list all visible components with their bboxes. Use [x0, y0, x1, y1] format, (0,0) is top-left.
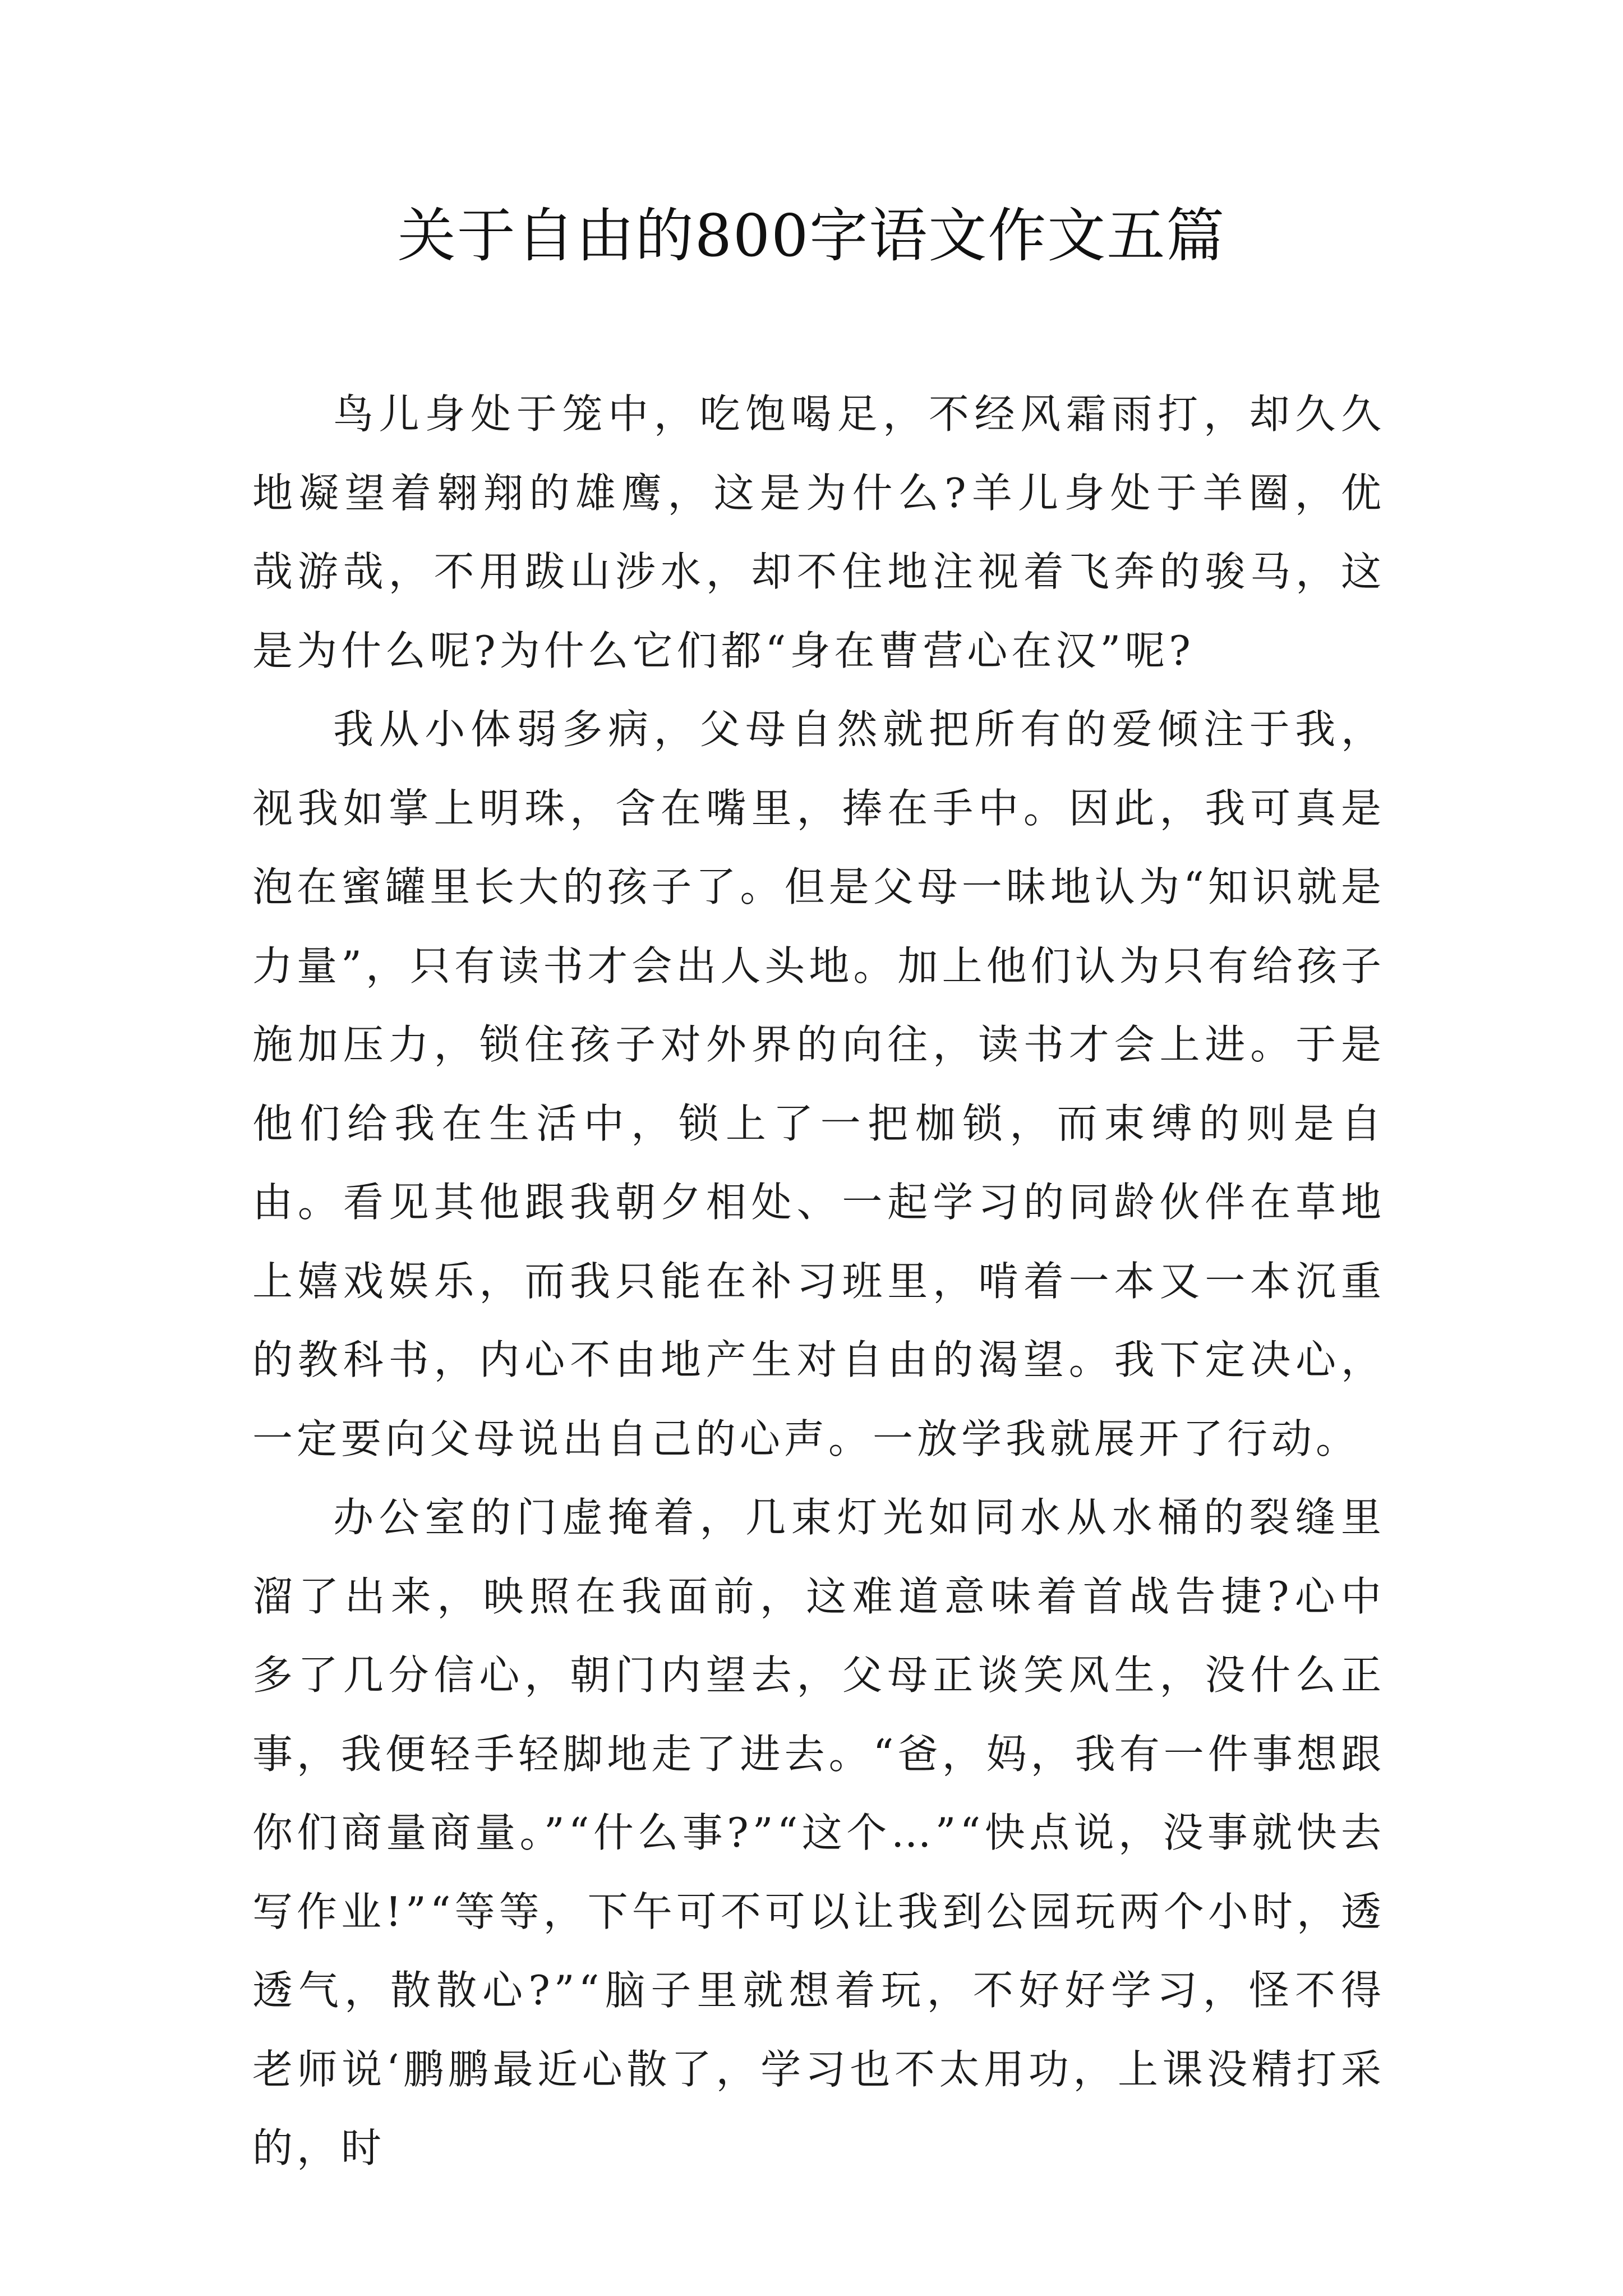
paragraph-2: 我从小体弱多病，父母自然就把所有的爱倾注于我，视我如掌上明珠，含在嘴里，捧在手中。因此，我可真是泡在蜜罐里长大的孩子了。但是父母一昧地认为“知识就是力量”，只有读书才会出人头地。加上他们认为只有给孩子施加压力，锁住孩子对外界的向往，读书才会上进。于是他们给我在生活中，锁上了一把枷锁，而束缚的则是自由。看见其他跟我朝夕相处、一起学习的同龄伙伴在草地上嬉戏娱乐，而我只能在补习班里，啃着一本又一本沉重的教科书，内心不由地产生对自由的渴望。我下定决心，一定要向父母说出自己的心声。一放学我就展开了行动。 — [252, 706, 1385, 1462]
paragraph-1: 鸟儿身处于笼中，吃饱喝足，不经风霜雨打，却久久地凝望着翱翔的雄鹰，这是为什么?羊儿身处于羊圈，优哉游哉，不用跋山涉水，却不住地注视着飞奔的骏马，这是为什么呢?为什么它们都“身在曹营心在汉”呢? — [252, 390, 1385, 674]
document-title: 关于自由的800字语文作文五篇 — [397, 201, 1226, 270]
paragraph-3: 办公室的门虚掩着，几束灯光如同水从水桶的裂缝里溜了出来，映照在我面前，这难道意味着首战告捷?心中多了几分信心，朝门内望去，父母正谈笑风生，没什么正事，我便轻手轻脚地走了进去。“爸，妈，我有一件事想跟你们商量商量。”“什么事?”“这个…”“快点说，没事就快去写作业!”“等等，下午可不可以让我到公园玩两个小时，透透气，散散心?”“脑子里就想着玩，不好好学习，怪不得老师说‘鹏鹏最近心散了，学习也不太用功，上课没精打采的，时 — [252, 1494, 1385, 2171]
document-body — [252, 375, 1385, 2188]
